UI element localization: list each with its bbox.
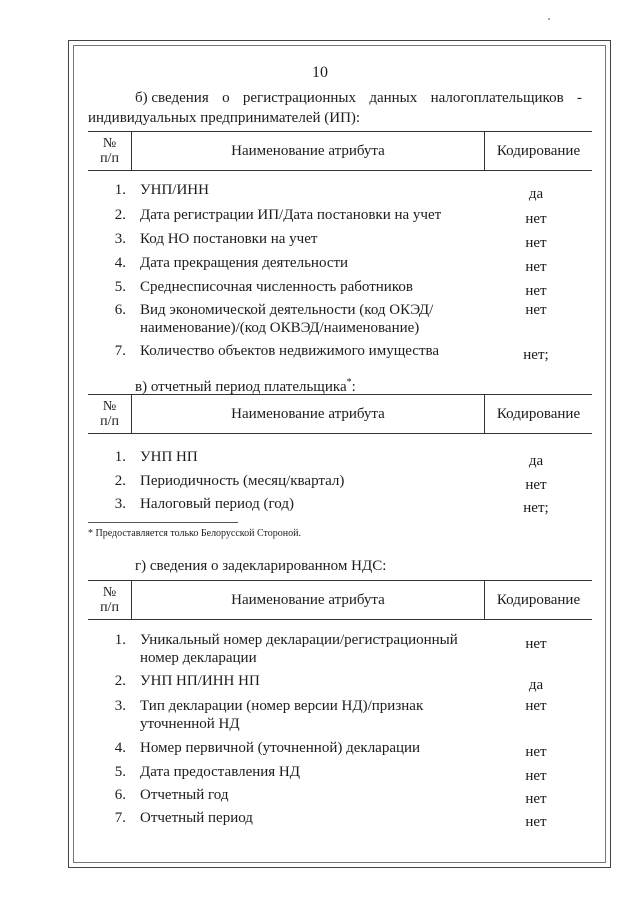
row-number: 3. xyxy=(114,698,126,714)
row-coding: нет; xyxy=(523,347,549,363)
row-number: 2. xyxy=(114,207,126,223)
section-b-heading-line1 xyxy=(135,90,582,107)
row-number: 1. xyxy=(114,632,126,648)
row-number: 2. xyxy=(114,473,126,489)
table-b-header xyxy=(88,131,592,171)
row-coding: нет xyxy=(525,698,547,714)
heading-word: данных xyxy=(369,90,418,106)
num-header-sign: № xyxy=(102,585,117,600)
row-attribute: УНП НП xyxy=(140,449,198,465)
heading-word: о xyxy=(222,90,230,106)
row-coding: нет xyxy=(525,477,547,493)
footnote-separator xyxy=(88,522,238,523)
heading-word: регистрационных xyxy=(242,90,356,106)
footnote-marker: * xyxy=(346,377,352,388)
row-attribute: Тип декларации (номер версии НД)/признак уточненной НД xyxy=(140,698,424,732)
row-attribute: Вид экономической деятельности (код ОКЭД/наименование)/(код ОКВЭД/наименование) xyxy=(140,302,434,336)
num-header xyxy=(88,581,132,619)
row-coding: да xyxy=(528,677,544,693)
heading-word: налогоплательщиков xyxy=(430,90,564,106)
section-v-heading-text: в) отчетный период плательщика xyxy=(135,379,347,395)
row-attribute: Дата регистрации ИП/Дата постановки на учет xyxy=(140,207,442,223)
row-coding: да xyxy=(528,186,544,202)
num-header xyxy=(88,395,132,433)
num-header-sign: № xyxy=(102,399,117,414)
row-number: 6. xyxy=(114,787,126,803)
row-attribute: УНП/ИНН xyxy=(140,182,209,198)
row-number: 5. xyxy=(114,764,126,780)
row-number: 7. xyxy=(114,343,126,359)
row-coding: нет xyxy=(525,302,547,318)
row-number: 2. xyxy=(114,673,126,689)
row-coding: нет xyxy=(525,791,547,807)
num-header-sign: № xyxy=(102,136,117,151)
heading-word: б) сведения xyxy=(135,90,209,106)
table-g-header xyxy=(88,580,592,620)
row-coding: нет xyxy=(525,744,547,760)
num-header-abbr: п/п xyxy=(100,414,119,429)
table-v-header xyxy=(88,394,592,434)
row-number: 6. xyxy=(114,302,126,318)
attr-header: Наименование атрибута xyxy=(132,581,485,619)
row-number: 3. xyxy=(114,231,126,247)
row-attribute: Дата прекращения деятельности xyxy=(140,255,349,271)
attr-header: Наименование атрибута xyxy=(132,132,485,170)
row-number: 4. xyxy=(114,740,126,756)
row-attribute: Отчетный год xyxy=(140,787,229,803)
attr-header: Наименование атрибута xyxy=(132,395,485,433)
row-attribute: Среднесписочная численность работников xyxy=(140,279,413,295)
section-v-heading xyxy=(135,374,356,396)
row-number: 3. xyxy=(114,496,126,512)
page-number: 10 xyxy=(312,64,328,81)
row-coding: нет xyxy=(525,768,547,784)
row-attribute: Отчетный период xyxy=(140,810,253,826)
num-header-abbr: п/п xyxy=(100,151,119,166)
row-attribute: Уникальный номер декларации/регистрационный номер декларации xyxy=(140,632,458,666)
num-header-abbr: п/п xyxy=(100,600,119,615)
footnote: * Предоставляется только Белорусской Стороной. xyxy=(88,528,301,539)
row-coding: да xyxy=(528,453,544,469)
row-number: 7. xyxy=(114,810,126,826)
section-v-heading-colon: : xyxy=(351,379,356,395)
scan-speck xyxy=(548,18,550,20)
section-b-heading-line2: индивидуальных предпринимателей (ИП): xyxy=(88,110,361,126)
row-coding: нет; xyxy=(523,500,549,516)
row-number: 1. xyxy=(114,182,126,198)
row-number: 1. xyxy=(114,449,126,465)
row-coding: нет xyxy=(525,235,547,251)
num-header xyxy=(88,132,132,170)
row-attribute: Налоговый период (год) xyxy=(140,496,294,512)
row-attribute: Дата предоставления НД xyxy=(140,764,300,780)
row-number: 4. xyxy=(114,255,126,271)
code-header: Кодирование xyxy=(496,591,581,608)
row-attribute: Периодичность (месяц/квартал) xyxy=(140,473,345,489)
section-g-heading: г) сведения о задекларированном НДС: xyxy=(135,558,387,574)
code-header: Кодирование xyxy=(496,142,581,159)
row-attribute: УНП НП/ИНН НП xyxy=(140,673,260,689)
row-coding: нет xyxy=(525,211,547,227)
row-coding: нет xyxy=(525,259,547,275)
row-attribute: Код НО постановки на учет xyxy=(140,231,318,247)
heading-word: - xyxy=(577,90,582,106)
row-coding: нет xyxy=(525,636,547,652)
row-coding: нет xyxy=(525,814,547,830)
row-number: 5. xyxy=(114,279,126,295)
row-attribute: Номер первичной (уточненной) декларации xyxy=(140,740,421,756)
row-coding: нет xyxy=(525,283,547,299)
code-header: Кодирование xyxy=(496,405,581,422)
row-attribute: Количество объектов недвижимого имущества xyxy=(140,343,440,359)
